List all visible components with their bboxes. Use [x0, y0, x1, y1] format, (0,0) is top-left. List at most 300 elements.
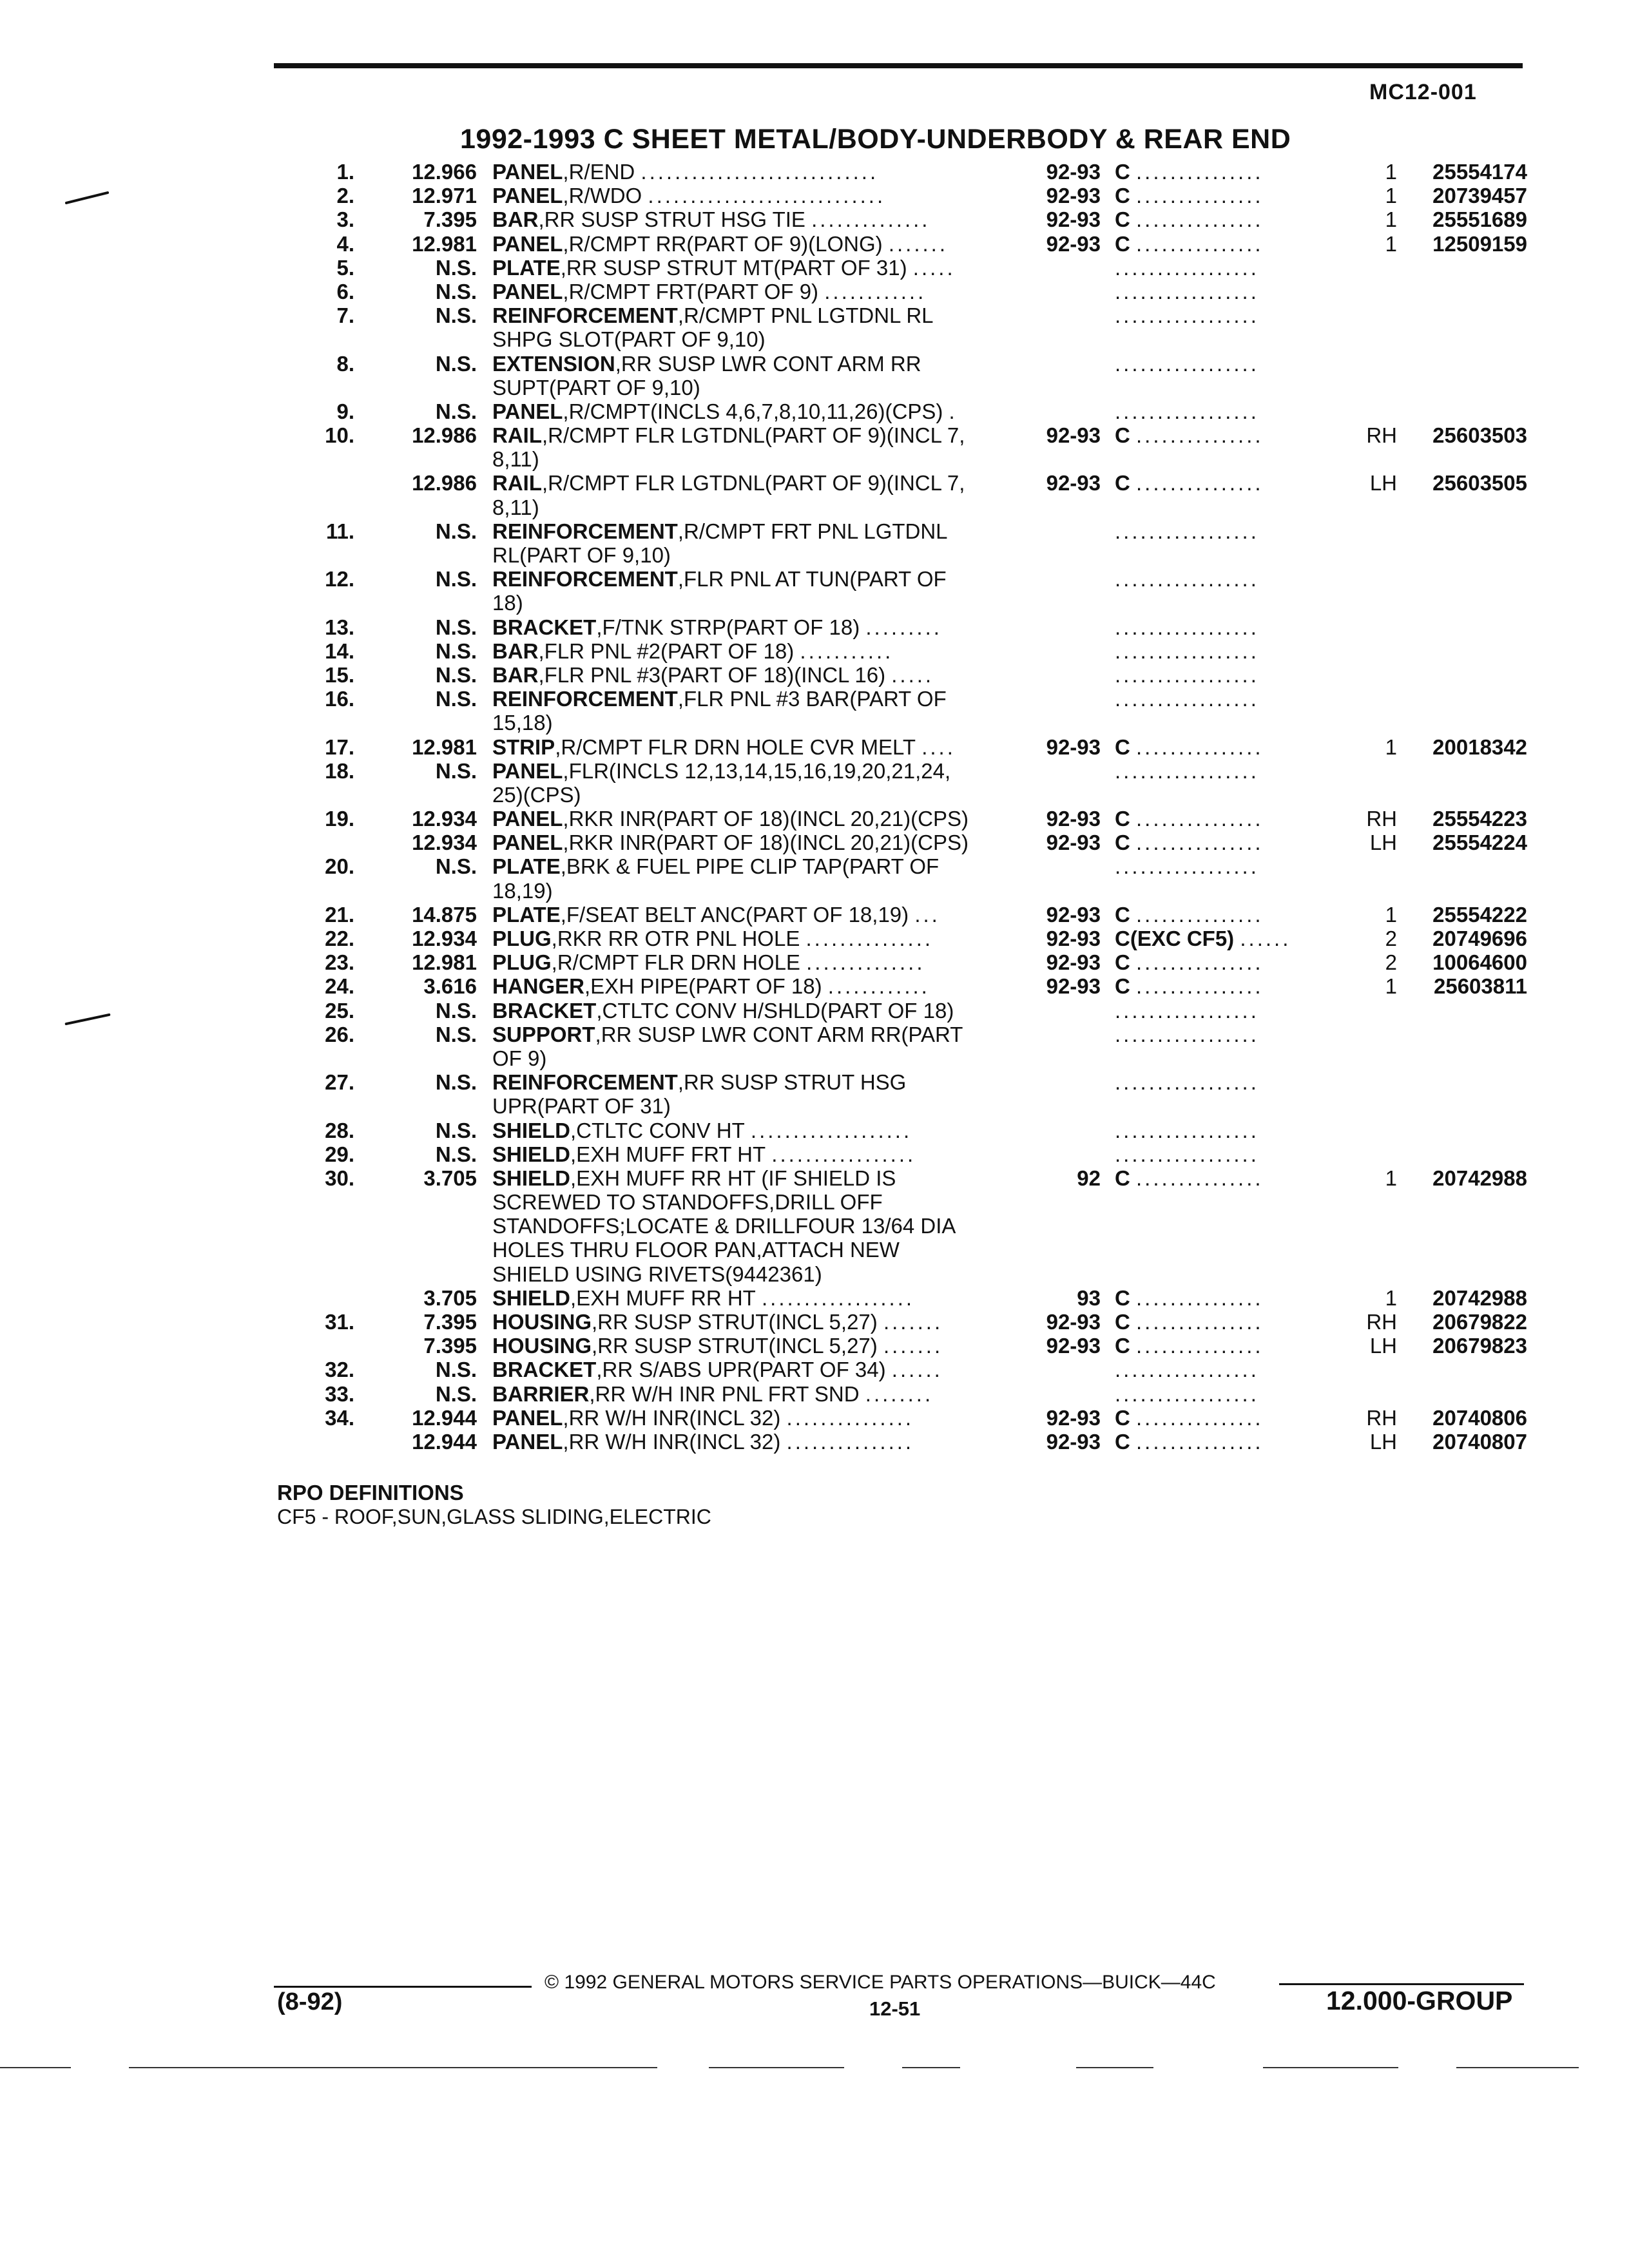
quantity: 1	[1385, 207, 1397, 232]
series-cell	[1115, 1310, 1343, 1334]
leader-dots: ...................	[750, 1118, 912, 1142]
leader-dots: .................	[1115, 519, 1259, 543]
item-description	[492, 831, 1022, 854]
item-index: 3.	[336, 207, 354, 232]
table-row	[0, 303, 1629, 327]
series-code: C	[1115, 1405, 1130, 1430]
part-text: HOLES THRU FLOOR PAN,ATTACH NEW	[492, 1238, 900, 1262]
item-description	[492, 1023, 1022, 1046]
item-description	[492, 1262, 1022, 1286]
part-text: ,FLR PNL #3(PART OF 18)(INCL 16)	[538, 662, 886, 687]
leader-dots: .................	[1115, 639, 1259, 663]
leader-dots: .................	[1115, 854, 1259, 879]
section-number: N.S.	[435, 639, 477, 663]
table-row	[0, 831, 1629, 854]
item-description	[492, 1142, 1022, 1166]
table-row	[0, 1430, 1629, 1454]
part-name: PLATE	[492, 902, 561, 927]
series-code: C(EXC CF5)	[1115, 927, 1235, 950]
part-name: PANEL	[492, 831, 563, 855]
part-text: 18)	[492, 591, 523, 615]
section-number: N.S.	[435, 255, 477, 280]
leader-dots: ...............	[1136, 735, 1264, 759]
item-index: 25.	[325, 998, 354, 1023]
series-cell	[1115, 903, 1343, 927]
leader-dots: .....	[912, 255, 956, 280]
model-years: 92-93	[1046, 831, 1101, 855]
part-text: ,F/TNK STRP(PART OF 18)	[596, 615, 860, 639]
item-description	[492, 974, 1022, 998]
item-description	[492, 711, 1022, 735]
leader-dots: ..............	[806, 950, 925, 975]
part-text: SCREWED TO STANDOFFS,DRILL OFF	[492, 1190, 883, 1215]
series-cell	[1115, 184, 1343, 207]
part-name: PANEL	[492, 231, 563, 256]
model-years: 92-93	[1046, 735, 1101, 759]
part-text: SHIELD USING RIVETS(9442361)	[492, 1262, 822, 1286]
series-cell	[1115, 160, 1343, 184]
part-name: PANEL	[492, 807, 563, 831]
table-row	[0, 735, 1629, 759]
item-index: 18.	[325, 758, 354, 783]
item-index: 13.	[325, 615, 354, 639]
item-description	[492, 1430, 1022, 1454]
leader-dots: .................	[1115, 1118, 1259, 1142]
part-number: 20749696	[1432, 927, 1527, 950]
leader-dots: ....	[921, 735, 956, 759]
section-number: 12.981	[412, 231, 477, 256]
section-number: 7.395	[423, 207, 477, 232]
section-number: N.S.	[435, 351, 477, 376]
part-name: REINFORCEMENT	[492, 519, 678, 543]
quantity: 1	[1385, 1285, 1397, 1310]
leader-dots: .......	[883, 1310, 943, 1334]
part-text: ,RR SUSP LWR CONT ARM RR(PART	[595, 1022, 963, 1046]
model-years: 92-93	[1046, 423, 1101, 448]
section-number: N.S.	[435, 1070, 477, 1095]
part-text: ,R/WDO	[563, 184, 642, 208]
series-code: C	[1115, 184, 1130, 208]
part-name: REINFORCEMENT	[492, 687, 678, 711]
part-number: 25554174	[1432, 160, 1527, 184]
part-name: EXTENSION	[492, 351, 615, 376]
model-years: 92-93	[1046, 1310, 1101, 1334]
item-index: 29.	[325, 1142, 354, 1166]
section-number: 7.395	[423, 1334, 477, 1358]
leader-dots: ......	[1240, 927, 1291, 950]
item-description	[492, 207, 1022, 231]
item-index: 30.	[325, 1166, 354, 1190]
table-row	[0, 1023, 1629, 1046]
leader-dots: .................	[1115, 303, 1259, 328]
table-row	[0, 1214, 1629, 1238]
series-cell	[1115, 950, 1343, 974]
item-index: 9.	[336, 399, 354, 423]
table-row	[0, 495, 1629, 519]
header-rule	[274, 63, 1523, 68]
part-text: ,R/CMPT RR(PART OF 9)(LONG)	[563, 231, 883, 256]
leader-dots: ...............	[805, 927, 934, 950]
item-index: 28.	[325, 1118, 354, 1142]
item-index: 24.	[325, 974, 354, 999]
part-name: PLATE	[492, 854, 561, 879]
table-row	[0, 1310, 1629, 1334]
leader-dots: .....	[891, 662, 934, 687]
section-number: N.S.	[435, 662, 477, 687]
table-row	[0, 280, 1629, 303]
item-description	[492, 184, 1022, 207]
leader-dots: ............................	[648, 184, 886, 208]
quantity: 1	[1385, 1166, 1397, 1190]
section-number: N.S.	[435, 1118, 477, 1142]
section-number: N.S.	[435, 998, 477, 1023]
quantity: LH	[1369, 1334, 1397, 1358]
item-index: 12.	[325, 567, 354, 591]
item-index: 4.	[336, 231, 354, 256]
item-description	[492, 903, 1022, 927]
series-cell	[1115, 471, 1343, 495]
leader-dots: ...	[914, 902, 940, 927]
table-row	[0, 759, 1629, 783]
part-name: PLATE	[492, 255, 561, 280]
part-name: PANEL	[492, 758, 563, 783]
series-code: C	[1115, 207, 1130, 232]
part-name: BRACKET	[492, 998, 597, 1023]
leader-dots: .................	[1115, 1142, 1259, 1166]
part-text: ,RR S/ABS UPR(PART OF 34)	[596, 1358, 886, 1382]
item-description	[492, 399, 1022, 423]
part-name: PANEL	[492, 160, 563, 184]
table-row	[0, 1119, 1629, 1142]
part-text: ,RR W/H INR(INCL 32)	[563, 1405, 781, 1430]
item-index: 17.	[325, 735, 354, 759]
model-years: 92-93	[1046, 807, 1101, 831]
section-number: 3.616	[423, 974, 477, 999]
series-cell	[1115, 399, 1343, 423]
series-cell	[1115, 207, 1343, 231]
part-number: 20742988	[1432, 1285, 1527, 1310]
part-name: HANGER	[492, 974, 585, 999]
leader-dots: ...............	[1136, 1166, 1264, 1190]
part-text: 15,18)	[492, 711, 553, 735]
leader-dots: ..............	[811, 207, 930, 232]
parts-table	[0, 160, 1629, 1454]
part-number: 25603503	[1432, 423, 1527, 448]
series-cell	[1115, 687, 1343, 711]
model-years: 92-93	[1046, 1405, 1101, 1430]
model-years: 92-93	[1046, 207, 1101, 232]
section-number: 12.986	[412, 471, 477, 495]
part-number: 20740806	[1432, 1405, 1527, 1430]
copyright-notice: © 1992 GENERAL MOTORS SERVICE PARTS OPERATIONS—BUICK—44C	[545, 1972, 1216, 1993]
section-number: 12.934	[412, 831, 477, 855]
item-index: 8.	[336, 351, 354, 376]
quantity: LH	[1369, 471, 1397, 495]
part-text: ,RR SUSP STRUT HSG	[677, 1070, 907, 1095]
part-number: 20679822	[1432, 1310, 1527, 1334]
leader-dots: .................	[1115, 279, 1259, 303]
part-text: ,CTLTC CONV H/SHLD(PART OF 18)	[596, 998, 954, 1023]
part-text: ,R/CMPT(INCLS 4,6,7,8,10,11,26)(CPS)	[563, 399, 943, 423]
part-text: 25)(CPS)	[492, 782, 581, 807]
table-row	[0, 903, 1629, 927]
series-cell	[1115, 1166, 1343, 1190]
table-row	[0, 1334, 1629, 1358]
scan-line	[0, 2067, 71, 2068]
table-row	[0, 1358, 1629, 1381]
series-cell	[1115, 639, 1343, 663]
part-name: BAR	[492, 639, 539, 663]
quantity: 1	[1385, 184, 1397, 208]
series-code: C	[1115, 974, 1130, 999]
quantity: RH	[1366, 423, 1397, 448]
section-number: 7.395	[423, 1310, 477, 1334]
leader-dots: .................	[1115, 662, 1259, 687]
leader-dots: .................	[1115, 1358, 1259, 1382]
item-description	[492, 735, 1022, 759]
section-number: N.S.	[435, 1381, 477, 1406]
item-description	[492, 1070, 1022, 1094]
part-name: REINFORCEMENT	[492, 303, 678, 328]
model-years: 92-93	[1046, 160, 1101, 184]
part-name: BARRIER	[492, 1381, 590, 1406]
leader-dots: ...............	[1136, 423, 1264, 448]
series-cell	[1115, 567, 1343, 591]
series-cell	[1115, 1430, 1343, 1454]
item-index: 7.	[336, 303, 354, 328]
section-number: 12.944	[412, 1405, 477, 1430]
leader-dots: ...............	[786, 1405, 914, 1430]
part-text: ,RR SUSP LWR CONT ARM RR	[615, 351, 921, 376]
item-description	[492, 615, 1022, 639]
item-index: 6.	[336, 279, 354, 303]
item-index: 15.	[325, 662, 354, 687]
item-description	[492, 950, 1022, 974]
table-row	[0, 327, 1629, 351]
part-text: ,R/END	[563, 160, 635, 184]
section-number: 12.966	[412, 160, 477, 184]
quantity: 1	[1385, 974, 1397, 999]
item-index: 10.	[325, 423, 354, 448]
table-row	[0, 519, 1629, 543]
model-years: 92-93	[1046, 184, 1101, 208]
table-row	[0, 376, 1629, 399]
part-number: 20742988	[1432, 1166, 1527, 1190]
section-number: N.S.	[435, 687, 477, 711]
table-row	[0, 807, 1629, 831]
series-cell	[1115, 280, 1343, 303]
part-name: REINFORCEMENT	[492, 1070, 678, 1095]
quantity: 1	[1385, 160, 1397, 184]
part-name: SUPPORT	[492, 1022, 595, 1046]
part-text: ,EXH MUFF FRT HT	[570, 1142, 766, 1166]
item-description	[492, 807, 1022, 831]
item-description	[492, 352, 1022, 376]
series-cell	[1115, 1358, 1343, 1381]
series-cell	[1115, 256, 1343, 280]
table-row	[0, 447, 1629, 471]
series-cell	[1115, 999, 1343, 1023]
item-index: 19.	[325, 807, 354, 831]
part-text: ,R/CMPT FLR DRN HOLE CVR MELT	[555, 735, 916, 759]
item-index: 21.	[325, 902, 354, 927]
item-index: 26.	[325, 1022, 354, 1046]
part-text: ,EXH MUFF RR HT (IF SHIELD IS	[570, 1166, 896, 1190]
part-text: ,RR W/H INR(INCL 32)	[563, 1429, 781, 1454]
item-index: 16.	[325, 687, 354, 711]
part-text: SHPG SLOT(PART OF 9,10)	[492, 327, 766, 352]
series-cell	[1115, 423, 1343, 447]
item-description	[492, 1214, 1022, 1238]
section-number: N.S.	[435, 303, 477, 328]
quantity: RH	[1366, 1310, 1397, 1334]
item-description	[492, 879, 1022, 903]
item-index: 5.	[336, 255, 354, 280]
item-description	[492, 327, 1022, 351]
part-text: ,EXH PIPE(PART OF 18)	[584, 974, 822, 999]
series-cell	[1115, 303, 1343, 327]
section-number: 12.934	[412, 927, 477, 950]
series-cell	[1115, 735, 1343, 759]
table-row	[0, 999, 1629, 1023]
part-text: ,EXH MUFF RR HT	[570, 1285, 756, 1310]
leader-dots: .................	[1115, 399, 1259, 423]
part-text: ,R/CMPT FLR LGTDNL(PART OF 9)(INCL 7,	[542, 471, 965, 495]
series-code: C	[1115, 950, 1130, 975]
section-number: 12.986	[412, 423, 477, 448]
scan-line	[1456, 2067, 1579, 2068]
document-id: MC12-001	[1369, 80, 1477, 104]
leader-dots: ...............	[1136, 950, 1264, 975]
table-row	[0, 232, 1629, 256]
item-description	[492, 423, 1022, 447]
quantity: RH	[1366, 807, 1397, 831]
item-description	[492, 256, 1022, 280]
model-years: 92	[1077, 1166, 1101, 1190]
part-name: SHIELD	[492, 1285, 571, 1310]
model-years: 92-93	[1046, 471, 1101, 495]
table-row	[0, 974, 1629, 998]
leader-dots: .................	[771, 1142, 916, 1166]
scan-line	[1263, 2067, 1398, 2068]
section-number: 12.981	[412, 950, 477, 975]
part-number: 25554223	[1432, 807, 1527, 831]
part-name: PANEL	[492, 279, 563, 303]
part-text: ,RKR INR(PART OF 18)(INCL 20,21)(CPS)	[563, 831, 969, 855]
item-description	[492, 280, 1022, 303]
series-cell	[1115, 663, 1343, 687]
model-years: 92-93	[1046, 974, 1101, 999]
part-name: PANEL	[492, 1429, 563, 1454]
item-index: 20.	[325, 854, 354, 879]
table-row	[0, 591, 1629, 615]
part-number: 20739457	[1432, 184, 1527, 208]
leader-dots: ...............	[786, 1429, 914, 1454]
item-index: 2.	[336, 184, 354, 208]
series-cell	[1115, 854, 1343, 878]
item-description	[492, 591, 1022, 615]
part-text: ,F/SEAT BELT ANC(PART OF 18,19)	[560, 902, 909, 927]
quantity: 1	[1385, 735, 1397, 759]
scan-line	[129, 2067, 657, 2068]
series-code: C	[1115, 471, 1130, 495]
part-text: ,RR SUSP STRUT(INCL 5,27)	[592, 1334, 878, 1358]
leader-dots: .......	[888, 231, 949, 256]
part-text: ,FLR(INCLS 12,13,14,15,16,19,20,21,24,	[563, 758, 951, 783]
part-name: BRACKET	[492, 1358, 597, 1382]
leader-dots: ...............	[1136, 231, 1264, 256]
scan-line	[709, 2067, 844, 2068]
leader-dots: .......	[883, 1334, 943, 1358]
part-name: SHIELD	[492, 1142, 571, 1166]
leader-dots: ...............	[1136, 807, 1264, 831]
part-text: ,FLR PNL AT TUN(PART OF	[677, 567, 947, 591]
leader-dots: .................	[1115, 998, 1259, 1023]
part-name: HOUSING	[492, 1334, 592, 1358]
section-number: N.S.	[435, 1358, 477, 1382]
item-description	[492, 232, 1022, 256]
leader-dots: .................	[1115, 687, 1259, 711]
table-row	[0, 184, 1629, 207]
series-cell	[1115, 519, 1343, 543]
quantity: RH	[1366, 1405, 1397, 1430]
quantity: LH	[1369, 1429, 1397, 1454]
part-text: RL(PART OF 9,10)	[492, 543, 671, 567]
part-name: REINFORCEMENT	[492, 567, 678, 591]
series-cell	[1115, 927, 1343, 950]
item-description	[492, 783, 1022, 807]
section-number: 12.934	[412, 807, 477, 831]
rpo-definition: CF5 - ROOF,SUN,GLASS SLIDING,ELECTRIC	[277, 1505, 711, 1528]
item-index: 22.	[325, 927, 354, 950]
part-text: STANDOFFS;LOCATE & DRILLFOUR 13/64 DIA	[492, 1214, 956, 1238]
table-row	[0, 1238, 1629, 1262]
group-label: 12.000-GROUP	[1326, 1986, 1513, 2015]
series-code: C	[1115, 831, 1130, 855]
item-description	[492, 1406, 1022, 1430]
section-number: N.S.	[435, 1142, 477, 1166]
item-index: 34.	[325, 1405, 354, 1430]
table-row	[0, 687, 1629, 711]
series-cell	[1115, 615, 1343, 639]
model-years: 92-93	[1046, 902, 1101, 927]
item-description	[492, 471, 1022, 495]
leader-dots: ...............	[1136, 1405, 1264, 1430]
part-text: ,RKR RR OTR PNL HOLE	[551, 927, 800, 950]
leader-dots: .	[949, 399, 958, 423]
section-number: 12.944	[412, 1429, 477, 1454]
item-description	[492, 1382, 1022, 1406]
table-row	[0, 663, 1629, 687]
leader-dots: ...............	[1136, 160, 1264, 184]
table-row	[0, 256, 1629, 280]
part-name: PANEL	[492, 399, 563, 423]
scan-line	[1076, 2067, 1153, 2068]
quantity: 2	[1385, 927, 1397, 950]
part-text: ,R/CMPT FRT PNL LGTDNL	[677, 519, 948, 543]
item-index: 33.	[325, 1381, 354, 1406]
leader-dots: ...............	[1136, 902, 1264, 927]
table-row	[0, 423, 1629, 447]
part-name: SHIELD	[492, 1118, 571, 1142]
part-number: 20679823	[1432, 1334, 1527, 1358]
series-code: C	[1115, 231, 1130, 256]
table-row	[0, 927, 1629, 950]
quantity: 1	[1385, 902, 1397, 927]
series-cell	[1115, 759, 1343, 783]
leader-dots: ...............	[1136, 1310, 1264, 1334]
scan-line	[902, 2067, 960, 2068]
